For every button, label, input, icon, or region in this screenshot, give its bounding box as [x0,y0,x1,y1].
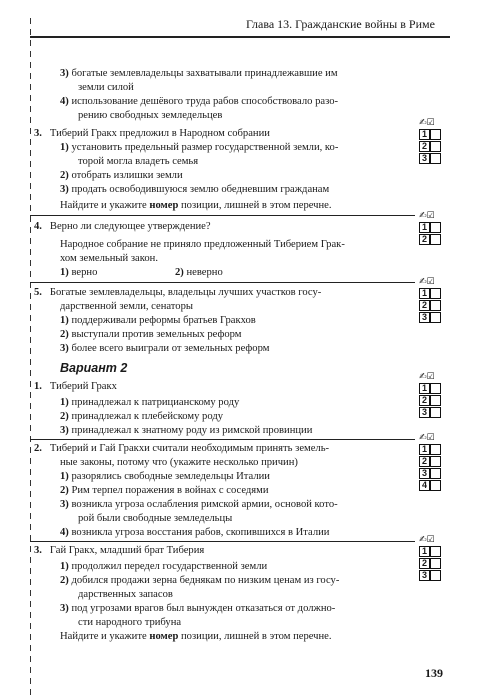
option-line: 3) возникла угроза ослабления римской армии, основой кото- [60,499,338,510]
answer-box-row [419,546,443,557]
instruction: Найдите и укажите номер позиции, лишней в этом перечне. [60,631,332,642]
statement: хом земельный закон. [60,253,158,264]
answer-checkbox[interactable] [430,558,441,569]
answer-box-row [419,222,443,233]
answer-checkbox[interactable] [430,407,441,418]
answer-box-number: 1 [419,546,430,557]
answer-box-number: 3 [419,312,430,323]
separator [30,215,415,216]
option-line: 3) продать освободившуюся землю обедневшим гражданам [60,184,330,195]
answer-checkbox[interactable] [430,468,441,479]
question-4: 4. Верно ли следующее утверждение? [34,221,211,232]
answer-mark-icon: ✍☑ [419,117,435,127]
option-line: торой могла владеть семья [78,156,199,167]
answer-box-number: 2 [419,558,430,569]
option-line: 3) принадлежал к знатному роду из римской провинции [60,425,313,436]
answer-box-number: 3 [419,407,430,418]
question-3: 3. Тиберий Гракх предложил в Народном собрании [34,128,270,139]
answer-checkbox[interactable] [430,153,441,164]
separator [30,541,415,542]
option-line: 1) принадлежал к патрицианскому роду [60,397,240,408]
page-number: 139 [425,666,443,680]
option-line: 1) продолжил передел государственной земли [60,561,268,572]
answer-box-row [419,570,443,581]
answer-checkbox[interactable] [430,383,441,394]
statement: Народное собрание не приняло предложенный Тиберием Грак- [60,239,345,250]
answer-checkbox[interactable] [430,444,441,455]
option-line: рой были свободные земледельцы [78,513,233,524]
answer-checkbox[interactable] [430,222,441,233]
answer-mark-icon: ✍☑ [419,371,435,381]
answer-mark-icon: ✍☑ [419,210,435,220]
answer-box-row [419,468,443,479]
v2-question-1: 1. Тиберий Гракх [34,381,117,392]
option-line: земли силой [78,82,134,93]
variant-title: Вариант 2 [60,361,128,375]
option-line: 2) Рим терпел поражения в войнах с соседями [60,485,269,496]
answer-box-number: 3 [419,468,430,479]
v2-question-3: 3. Гай Гракх, младший брат Тиберия [34,545,205,556]
answer-mark-icon: ✍☑ [419,276,435,286]
answer-box-row [419,129,443,140]
answer-checkbox[interactable] [430,480,441,491]
answer-box-number: 1 [419,288,430,299]
answer-checkbox[interactable] [430,546,441,557]
answer-box-row [419,312,443,323]
answer-box-row [419,234,443,245]
option-line: 2) неверно [175,267,223,278]
answer-box-number: 1 [419,222,430,233]
question-5-cont: дарственной земли, сенаторы [60,301,193,312]
chapter-header: Глава 13. Гражданские войны в Риме [246,17,435,31]
option-line: 3) более всего выиграли от земельных реформ [60,343,270,354]
answer-box-number: 3 [419,570,430,581]
answer-box-row [419,558,443,569]
answer-box-number: 2 [419,456,430,467]
answer-box-row [419,153,443,164]
answer-box-row [419,288,443,299]
option-line: рению свободных земледельцев [78,110,223,121]
v2-question-2: 2. Тиберий и Гай Гракхи считали необходимым принять земель- [34,443,330,454]
answer-box-number: 1 [419,383,430,394]
answer-box-row [419,383,443,394]
option-line: 1) установить предельный размер государственной земли, ко- [60,142,339,153]
answer-box-number: 2 [419,395,430,406]
answer-box-row [419,456,443,467]
margin-cut-line [30,18,31,698]
answer-box-number: 2 [419,141,430,152]
header-rule [30,36,450,38]
option-line: 3) богатые землевладельцы захватывали принадлежавшие им [60,68,338,79]
question-5: 5. Богатые землевладельцы, владельцы лучших участков госу- [34,287,322,298]
option-line: 1) разорялись свободные земледельцы Италии [60,471,270,482]
option-line: дарственных запасов [78,589,173,600]
answer-box-number: 2 [419,234,430,245]
answer-box-row [419,480,443,491]
option-line: сти народного трибуна [78,617,182,628]
option-line: 2) отобрать излишки земли [60,170,183,181]
separator [30,439,415,440]
option-line: 2) принадлежал к плебейскому роду [60,411,224,422]
option-line: 4) возникла угроза восстания рабов, скопившихся в Италии [60,527,330,538]
answer-checkbox[interactable] [430,570,441,581]
answer-checkbox[interactable] [430,312,441,323]
answer-checkbox[interactable] [430,456,441,467]
answer-checkbox[interactable] [430,288,441,299]
option-line: 4) использование дешёвого труда рабов способствовало разо- [60,96,339,107]
answer-box-number: 1 [419,444,430,455]
instruction: Найдите и укажите номер позиции, лишней в этом перечне. [60,200,332,211]
answer-mark-icon: ✍☑ [419,534,435,544]
answer-box-number: 3 [419,153,430,164]
answer-box-row [419,444,443,455]
answer-box-row [419,407,443,418]
answer-checkbox[interactable] [430,129,441,140]
answer-box-row [419,141,443,152]
answer-checkbox[interactable] [430,300,441,311]
answer-checkbox[interactable] [430,141,441,152]
option-line: 3) под угрозами врагов был вынужден отказаться от должно- [60,603,336,614]
separator [30,282,415,283]
option-line: 1) поддерживали реформы братьев Гракхов [60,315,256,326]
answer-checkbox[interactable] [430,395,441,406]
option-line: 2) выступали против земельных реформ [60,329,242,340]
answer-box-number: 4 [419,480,430,491]
v2-question-2-cont: ные законы, потому что (укажите несколько причин) [60,457,298,468]
answer-box-number: 2 [419,300,430,311]
answer-box-number: 1 [419,129,430,140]
answer-box-row [419,300,443,311]
answer-mark-icon: ✍☑ [419,432,435,442]
option-line: 1) верно [60,267,98,278]
answer-box-row [419,395,443,406]
answer-checkbox[interactable] [430,234,441,245]
option-line: 2) добился продажи зерна беднякам по низким ценам из госу- [60,575,340,586]
